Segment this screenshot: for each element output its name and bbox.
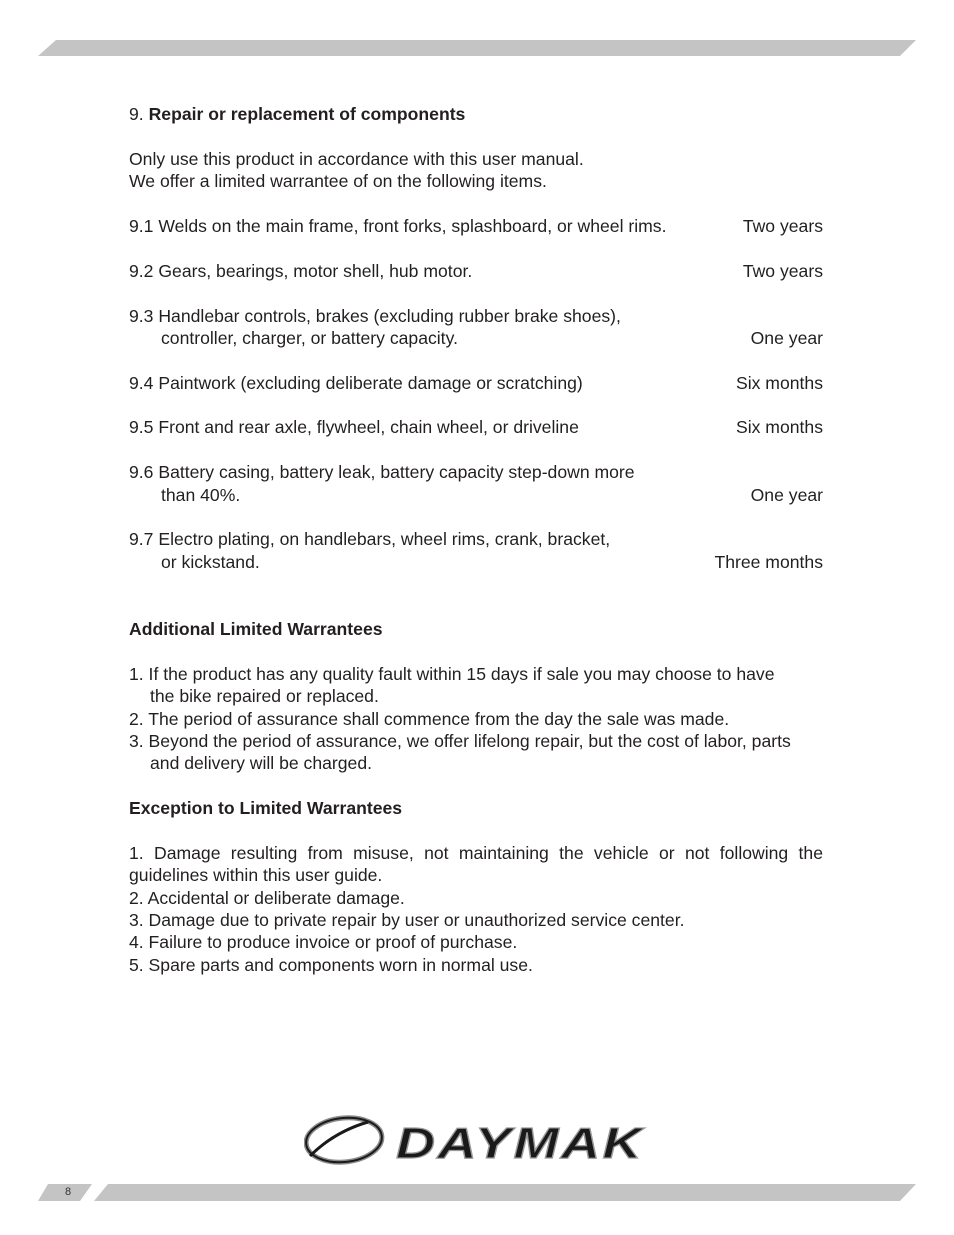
warranty-item <box>129 416 823 438</box>
warranty-duration: Three months <box>714 551 823 572</box>
warranty-item-continuation: controller, charger, or battery capacity. <box>161 327 458 348</box>
warranty-item-text: 9.6 Battery casing, battery leak, battery capacity step-down more <box>129 462 635 483</box>
warranty-duration: Two years <box>742 215 823 236</box>
intro-line: Only use this product in accordance with this user manual. <box>129 148 584 169</box>
warranty-item <box>129 305 823 350</box>
warranty-item-continuation: than 40%. <box>161 484 241 505</box>
additional-item: 2. The period of assurance shall commence from the day the sale was made. <box>129 708 730 729</box>
warranty-item <box>129 461 823 506</box>
exception-item: 4. Failure to produce invoice or proof of purchase. <box>129 932 518 953</box>
swoosh-icon <box>304 1114 384 1166</box>
warranty-item-text: 9.2 Gears, bearings, motor shell, hub motor. <box>129 260 473 281</box>
page-content <box>129 103 823 976</box>
footer-band <box>0 1184 954 1201</box>
section-heading: Repair or replacement of components <box>148 104 466 124</box>
exception-item: 2. Accidental or deliberate damage. <box>129 887 405 908</box>
warranty-item <box>129 372 823 394</box>
additional-heading: Additional Limited Warrantees <box>129 618 383 639</box>
warranty-item <box>129 215 823 237</box>
warranty-duration: Six months <box>735 372 823 393</box>
exception-item-continuation: guidelines within this user guide. <box>129 865 383 886</box>
warranty-item <box>129 260 823 282</box>
warranty-item-text: 9.3 Handlebar controls, brakes (excluding rubber brake shoes), <box>129 305 621 326</box>
intro-line: We offer a limited warrantee of on the following items. <box>129 171 547 192</box>
svg-text:DAYMAK: DAYMAK <box>396 1119 646 1168</box>
warranty-item <box>129 528 823 573</box>
section-number: 9. <box>129 104 144 124</box>
warranty-item-text: 9.7 Electro plating, on handlebars, wheel rims, crank, bracket, <box>129 529 611 550</box>
warranty-duration: Two years <box>742 260 823 281</box>
warranty-item-text: 9.1 Welds on the main frame, front forks, splashboard, or wheel rims. <box>129 215 667 236</box>
page-number: 8 <box>64 1186 72 1198</box>
additional-item-continuation: the bike repaired or replaced. <box>150 686 379 707</box>
header-band <box>0 40 954 56</box>
warranty-item-text: 9.5 Front and rear axle, flywheel, chain wheel, or driveline <box>129 417 579 438</box>
daymak-logo <box>304 1112 648 1168</box>
exception-item: 5. Spare parts and components worn in normal use. <box>129 954 533 975</box>
additional-item: 3. Beyond the period of assurance, we offer lifelong repair, but the cost of labor, parts <box>129 730 791 751</box>
warranty-duration: Six months <box>735 417 823 438</box>
exception-item: 1. Damage resulting from misuse, not maintaining the vehicle or not following the <box>129 842 823 863</box>
additional-item: 1. If the product has any quality fault within 15 days if sale you may choose to have <box>129 663 775 684</box>
warranty-duration: One year <box>750 484 823 505</box>
warranty-duration: One year <box>750 327 823 348</box>
exception-item: 3. Damage due to private repair by user or unauthorized service center. <box>129 910 685 931</box>
additional-item-continuation: and delivery will be charged. <box>150 753 373 774</box>
warranty-item-continuation: or kickstand. <box>161 551 260 572</box>
exception-heading: Exception to Limited Warrantees <box>129 798 403 819</box>
warranty-item-text: 9.4 Paintwork (excluding deliberate damage or scratching) <box>129 372 583 393</box>
section-title <box>129 103 823 125</box>
